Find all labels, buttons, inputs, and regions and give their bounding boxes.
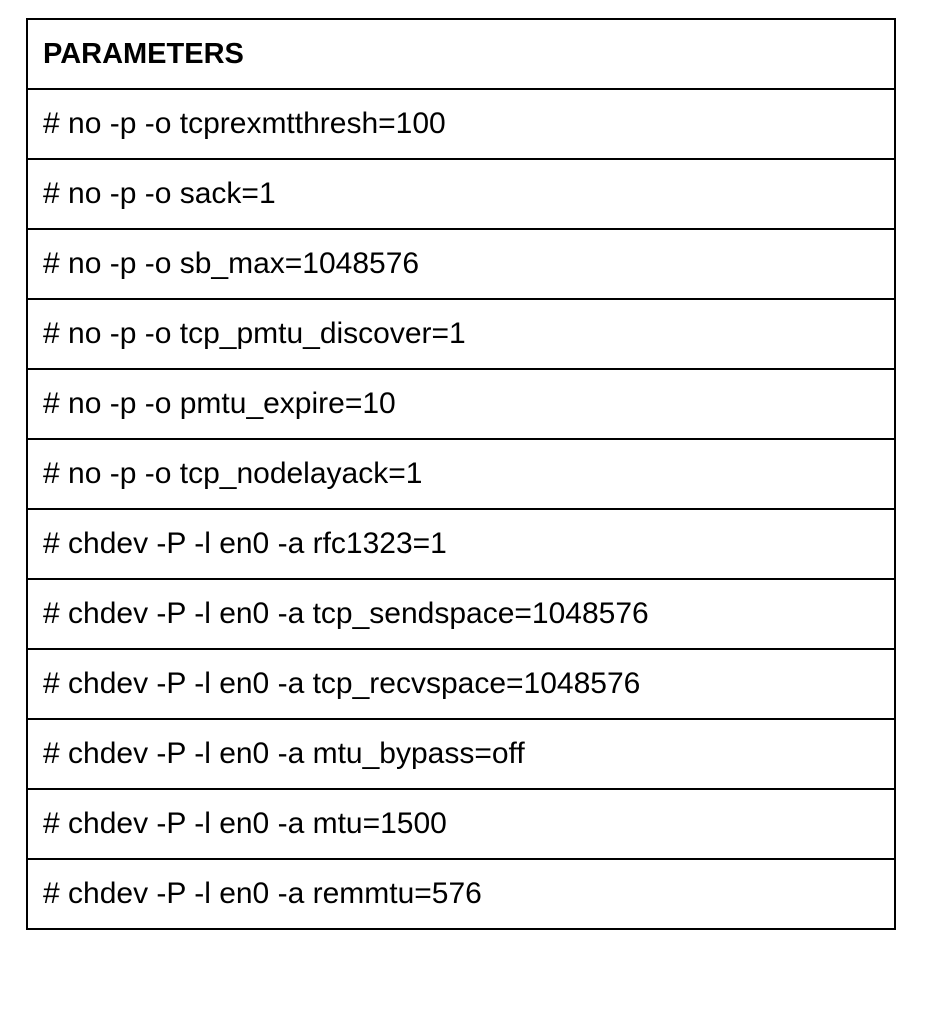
table-row (27, 509, 895, 579)
parameter-cell: # chdev -P -l en0 -a tcp_sendspace=1048576 (27, 579, 895, 649)
parameter-cell: # chdev -P -l en0 -a rfc1323=1 (27, 509, 895, 579)
table-row (27, 229, 895, 299)
table-row (27, 89, 895, 159)
parameter-cell: # no -p -o tcp_pmtu_discover=1 (27, 299, 895, 369)
parameter-cell: # no -p -o tcprexmtthresh=100 (27, 89, 895, 159)
parameter-cell: # no -p -o tcp_nodelayack=1 (27, 439, 895, 509)
parameter-cell: # chdev -P -l en0 -a remmtu=576 (27, 859, 895, 929)
table-row (27, 299, 895, 369)
table-row (27, 649, 895, 719)
parameter-cell: # chdev -P -l en0 -a mtu_bypass=off (27, 719, 895, 789)
parameters-table (26, 18, 896, 930)
parameter-cell: # chdev -P -l en0 -a mtu=1500 (27, 789, 895, 859)
table-row (27, 579, 895, 649)
table-row (27, 439, 895, 509)
table-header-row (27, 19, 895, 89)
table-row (27, 159, 895, 229)
table-row (27, 369, 895, 439)
parameter-cell: # no -p -o sack=1 (27, 159, 895, 229)
parameter-cell: # chdev -P -l en0 -a tcp_recvspace=1048576 (27, 649, 895, 719)
parameter-cell: # no -p -o pmtu_expire=10 (27, 369, 895, 439)
parameters-header: PARAMETERS (27, 19, 895, 89)
table-row (27, 859, 895, 929)
table-row (27, 719, 895, 789)
parameter-cell: # no -p -o sb_max=1048576 (27, 229, 895, 299)
table-row (27, 789, 895, 859)
